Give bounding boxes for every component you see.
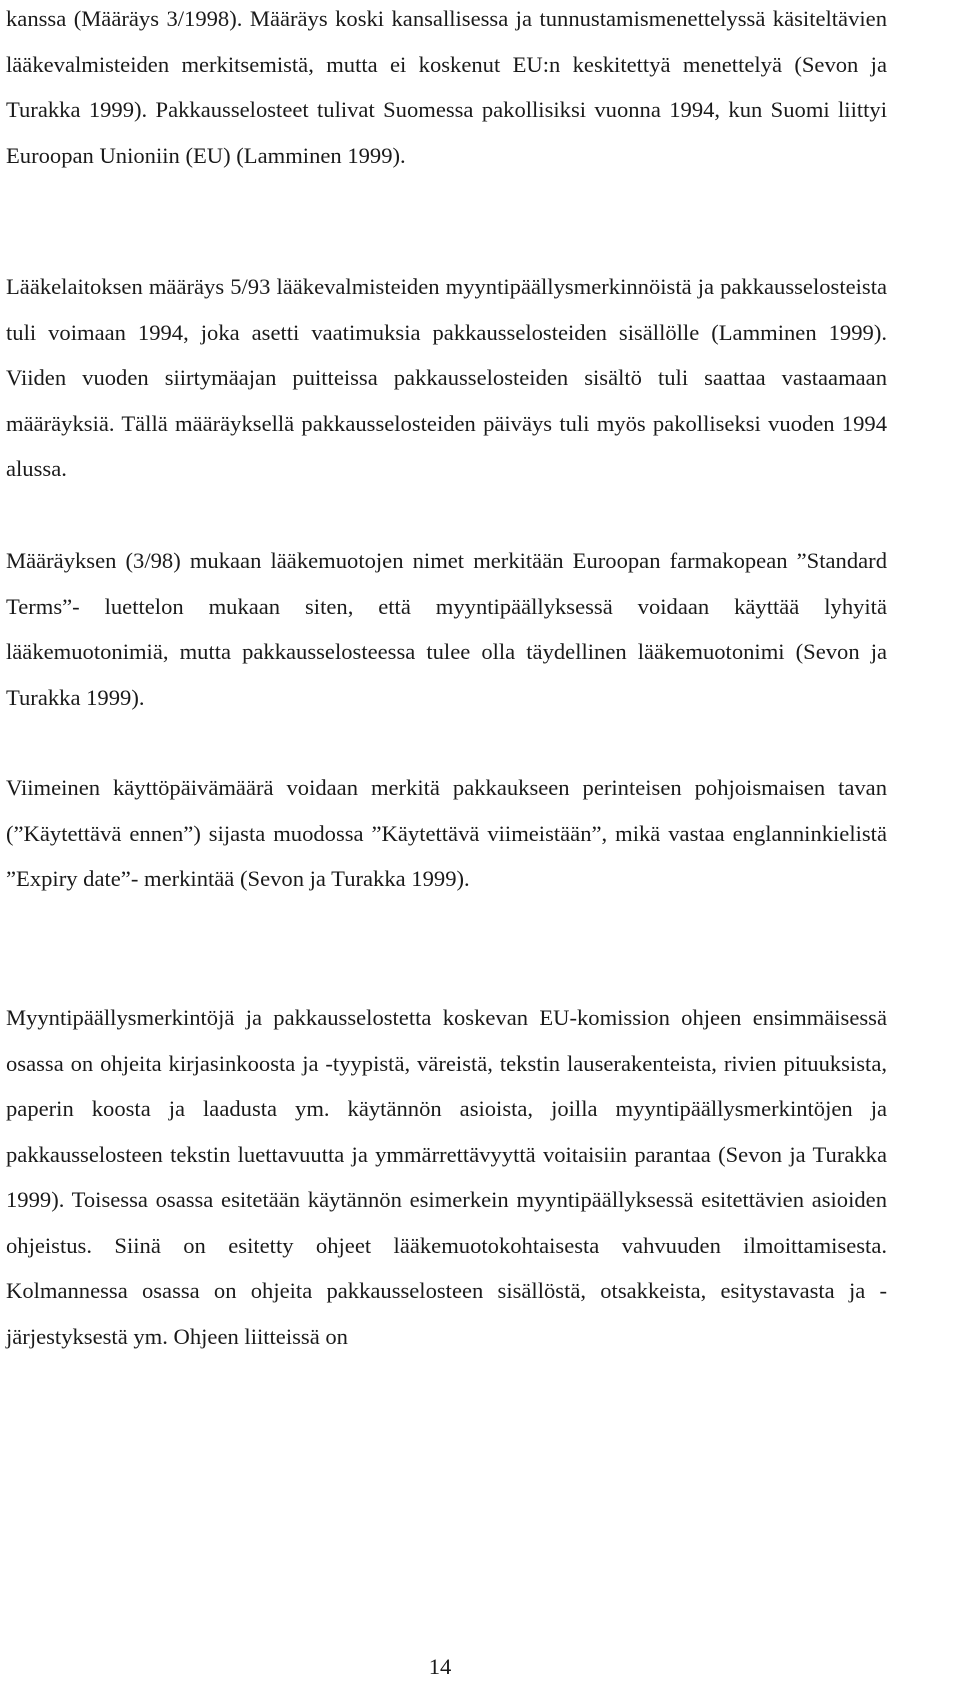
paragraph-1: kanssa (Määräys 3/1998). Määräys koski kansallisessa ja tunnustamismenettelyssä käsiteltävien lääkevalmisteiden merkitsemistä, mutta ei koskenut EU:n keskitettyä menettelyä (Sevon ja Turakka 1999). Pakkausselosteet tulivat Suomessa pakollisiksi vuonna 1994, kun Suomi liittyi Euroopan Unioniin (EU) (Lamminen 1999). xyxy=(6,6,887,168)
page-number: 14 xyxy=(428,1654,452,1679)
paragraph-2: Lääkelaitoksen määräys 5/93 lääkevalmisteiden myyntipäällysmerkinnöistä ja pakkausselosteista tuli voimaan 1994, joka asetti vaatimuksia pakkausselosteiden sisällölle (Lamminen 1999). Viiden vuoden siirtymäajan puitteissa pakkausselosteiden sisältö tuli saattaa vastaamaan määräyksiä. Tällä määräyksellä pakkausselosteiden päiväys tuli myös pakolliseksi vuoden 1994 alussa. xyxy=(6,274,887,481)
paragraph-5: Myyntipäällysmerkintöjä ja pakkausselostetta koskevan EU-komission ohjeen ensimmäisessä osassa on ohjeita kirjasinkoosta ja -tyypistä, väreistä, tekstin lauserakenteista, rivien pituuksista, paperin koosta ja laadusta ym. käytännön asioista, joilla myyntipäällysmerkintöjen ja pakkausselosteen tekstin luettavuutta ja ymmärrettävyyttä voitaisiin parantaa (Sevon ja Turakka 1999). Toisessa osassa esitetään käytännön esimerkein myyntipäällyksessä esitettävien asioiden ohjeistus. Siinä on esitetty ohjeet lääkemuotokohtaisesta vahvuuden ilmoittamisesta. Kolmannessa osassa on ohjeita pakkausselosteen sisällöstä, otsakkeista, esitystavasta ja -järjestyksestä ym. Ohjeen liitteissä on xyxy=(6,1005,887,1349)
paragraph-3: Määräyksen (3/98) mukaan lääkemuotojen nimet merkitään Euroopan farmakopean ”Standard Terms”- luettelon mukaan siten, että myyntipäällyksessä voidaan käyttää lyhyitä lääkemuotonimiä, mutta pakkausselosteessa tulee olla täydellinen lääkemuotonimi (Sevon ja Turakka 1999). xyxy=(6,548,887,710)
paragraph-4: Viimeinen käyttöpäivämäärä voidaan merkitä pakkaukseen perinteisen pohjoismaisen tavan (”Käytettävä ennen”) sijasta muodossa ”Käytettävä viimeistään”, mikä vastaa englanninkielistä ”Expiry date”- merkintää (Sevon ja Turakka 1999). xyxy=(6,775,887,891)
